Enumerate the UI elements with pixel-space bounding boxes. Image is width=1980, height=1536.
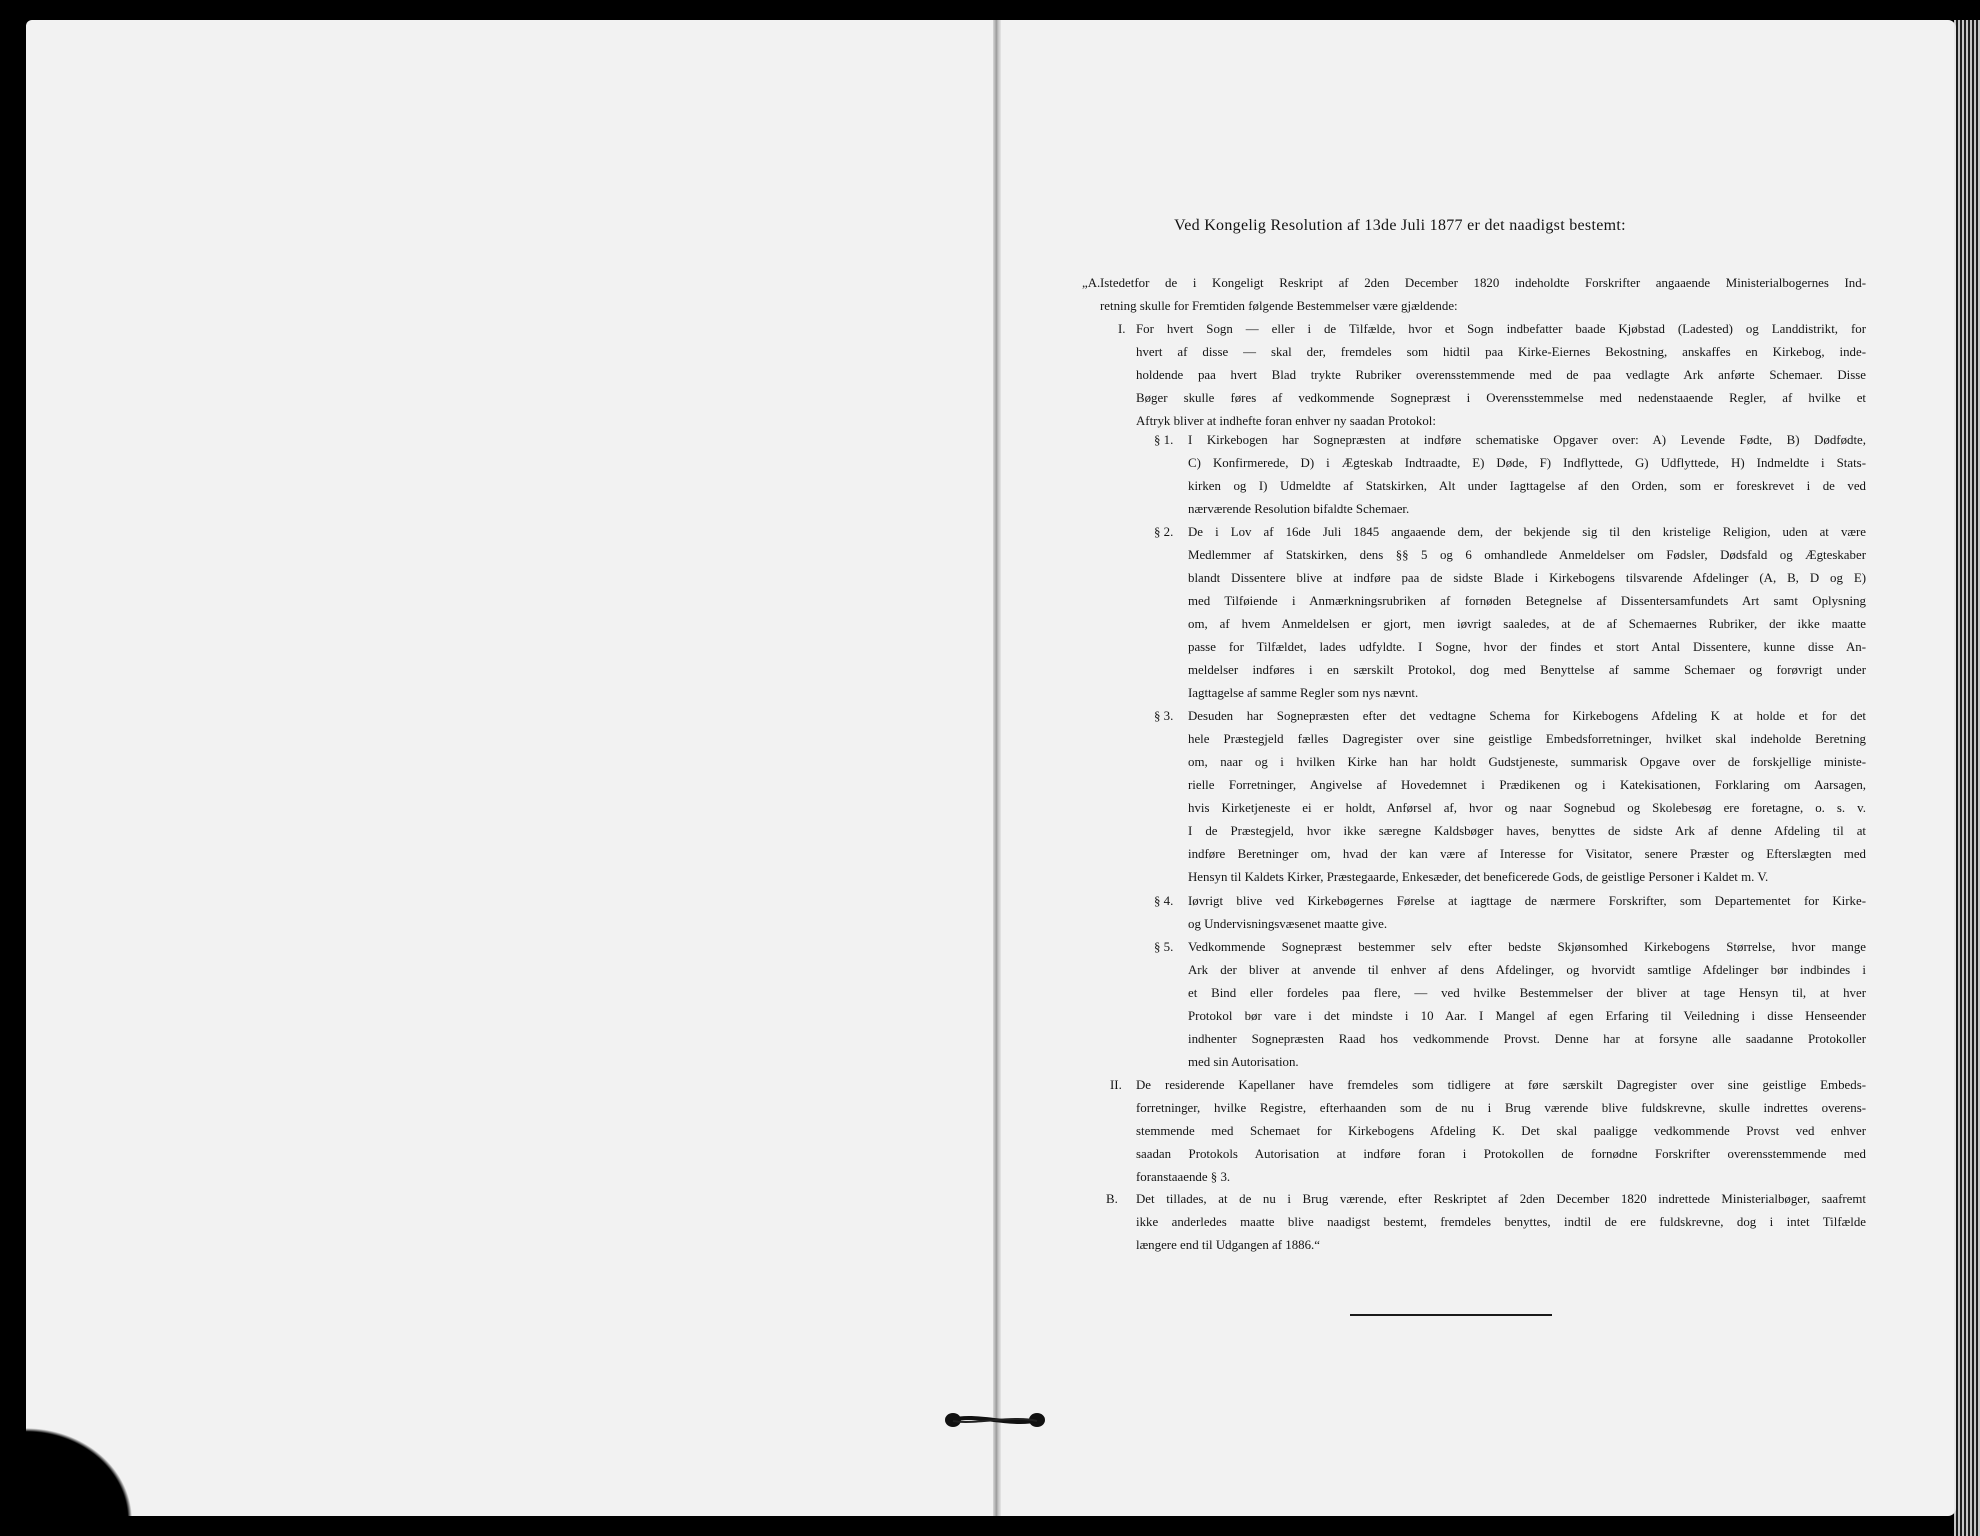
text-line: rielle Forretninger, Angivelse af Hovedemnet i Prædikenen og i Katekisationen, Forklaring om Aarsagen, bbox=[1188, 778, 1866, 793]
section-marker: II. bbox=[1110, 1078, 1122, 1092]
text-line: Desuden har Sognepræsten efter det vedtagne Schema for Kirkebogens Afdeling K at holde et for det bbox=[1188, 709, 1866, 723]
text-line: meldelser indføres i en særskilt Protokol, dog med Benyttelse af samme Schemaer og forøvrigt under bbox=[1188, 663, 1866, 678]
section-marker: B. bbox=[1106, 1192, 1118, 1206]
text-line: Bøger skulle føres af vedkommende Sognepræst i Overensstemmelse med nedenstaaende Regler, af hvilke et bbox=[1136, 391, 1866, 406]
text-line: saadan Protokols Autorisation at indføre foran i Protokollen de fornødne Forskrifter overensstemmende med bbox=[1136, 1147, 1866, 1162]
text-line: med Tilføiende i Anmærkningsrubriken af fornøden Betegnelse af Dissentersamfundets Art samt Oplysning bbox=[1188, 594, 1866, 609]
text-line: Vedkommende Sognepræst bestemmer selv efter bedste Skjønsomhed Kirkebogens Størrelse, hvor mange bbox=[1188, 940, 1866, 954]
text-line: For hvert Sogn — eller i de Tilfælde, hvor et Sogn indbefatter baade Kjøbstad (Ladested) og Landdistrikt, for bbox=[1136, 322, 1866, 336]
section-marker: § 3. bbox=[1154, 709, 1174, 723]
text-line: Det tillades, at de nu i Brug værende, efter Reskriptet af 2den December 1820 indrettede Ministerialbøger, saafremt bbox=[1136, 1192, 1866, 1206]
text-line: holdende paa hvert Blad trykte Rubriker overensstemmende med de paa vedlagte Ark anførte Schemaer. Disse bbox=[1136, 368, 1866, 383]
text-line: og Undervisningsvæsenet maatte give. bbox=[1188, 917, 1388, 932]
text-line: ikke anderledes maatte blive naadigst bestemt, fremdeles benyttes, indtil de ere fuldskrevne, dog i intet Tilfælde bbox=[1136, 1215, 1866, 1230]
text-line: forretninger, hvilke Registre, efterhaanden som de nu i Brug værende blive fuldskrevne, skulle indrettes overens- bbox=[1136, 1101, 1866, 1116]
text-line: Protokol bør vare i det mindste i 10 Aar. I Mangel af egen Erfaring til Veiledning i disse Henseender bbox=[1188, 1009, 1866, 1024]
section-marker: § 5. bbox=[1154, 940, 1174, 954]
text-line: blandt Dissentere blive at indføre paa de sidste Blade i Kirkebogens tilsvarende Afdelinger (A, B, D og E) bbox=[1188, 571, 1866, 586]
text-line: De residerende Kapellaner have fremdeles som tidligere at føre særskilt Dagregister over sine geistlige Embeds- bbox=[1136, 1078, 1866, 1092]
text-line: om, naar og i hvilken Kirke han har holdt Gudstjeneste, summarisk Opgave over de forskjellige ministe- bbox=[1188, 755, 1866, 770]
text-line: hvis Kirketjeneste ei er holdt, Anførsel af, hvor og naar Sognebud og Skolebesøg ere foretagne, o. s. v. bbox=[1188, 801, 1866, 816]
text-line: et Bind eller fordeles paa flere, — ved hvilke Bestemmelser der bliver at tage Hensyn til, at hver bbox=[1188, 986, 1866, 1001]
text-line: Aftryk bliver at indhefte foran enhver ny saadan Protokol: bbox=[1136, 414, 1436, 429]
text-line: De i Lov af 16de Juli 1845 angaaende dem, der bekjende sig til den kristelige Religion, uden at være bbox=[1188, 525, 1866, 539]
resolution-heading: Ved Kongelig Resolution af 13de Juli 1877 er det naadigst bestemt: bbox=[1174, 217, 1626, 234]
closing-rule bbox=[1350, 1314, 1552, 1316]
text-line: Hensyn til Kaldets Kirker, Præstegaarde, Enkesæder, det beneficerede Gods, de geistlige Personer i Kaldet m. V. bbox=[1188, 870, 1769, 885]
text-line: Medlemmer af Statskirken, dens §§ 5 og 6 omhandlede Anmeldelser om Fødsler, Dødsfald og Ægteskaber bbox=[1188, 548, 1866, 563]
text-line: nærværende Resolution bifaldte Schemaer. bbox=[1188, 502, 1410, 517]
text-line: med sin Autorisation. bbox=[1188, 1055, 1299, 1070]
text-line: hele Præstegjeld fælles Dagregister over sine geistlige Embedsforretninger, hvilket skal indeholde Beretning bbox=[1188, 732, 1866, 747]
text-line: passe for Tilfældet, lades udfyldte. I Sogne, hvor der findes et stort Antal Dissentere, kunne disse An- bbox=[1188, 640, 1866, 655]
text-line: indføre Beretninger om, hvad der kan være af Interesse for Visitator, senere Præster og Efterslægten med bbox=[1188, 847, 1866, 862]
section-marker: § 1. bbox=[1154, 433, 1174, 447]
text-line: Iøvrigt blive ved Kirkebøgernes Førelse at iagttage de nærmere Forskrifter, som Departementet for Kirke- bbox=[1188, 894, 1866, 908]
text-line: kirken og I) Udmeldte af Statskirken, Alt under Iagttagelse af den Orden, som er foreskrevet i de ved bbox=[1188, 479, 1866, 494]
text-line: foranstaaende § 3. bbox=[1136, 1170, 1231, 1185]
text-line: Istedetfor de i Kongeligt Reskript af 2den December 1820 indeholdte Forskrifter angaaende Ministerialbogernes Ind- bbox=[1100, 276, 1866, 290]
text-line: C) Konfirmerede, D) i Ægteskab Indtraadte, E) Døde, F) Indflyttede, G) Udflyttede, H) Indmeldte i Stats- bbox=[1188, 456, 1866, 471]
section-marker: § 2. bbox=[1154, 525, 1174, 539]
text-line: indhenter Sognepræsten Raad hos vedkommende Provst. Denne har at forsyne alle saadanne Protokoller bbox=[1188, 1032, 1866, 1047]
text-line: Iagttagelse af samme Regler som nys nævnt. bbox=[1188, 686, 1419, 701]
text-line: I de Præstegjeld, hvor ikke særegne Kaldsbøger haves, benyttes de sidste Ark af denne Afdeling til at bbox=[1188, 824, 1866, 839]
text-line: hvert af disse — skal der, fremdeles som hidtil paa Kirke-Eiernes Bekostning, anskaffes en Kirkebog, inde- bbox=[1136, 345, 1866, 360]
text-line: længere end til Udgangen af 1886.“ bbox=[1136, 1238, 1320, 1253]
text-line: retning skulle for Fremtiden følgende Bestemmelser være gjældende: bbox=[1100, 299, 1458, 314]
text-line: stemmende med Schemaet for Kirkebogens Afdeling K. Det skal paaligge vedkommende Provst ved enhver bbox=[1136, 1124, 1866, 1139]
section-marker: „A. bbox=[1082, 276, 1101, 290]
text-line: om, af hvem Anmeldelsen er gjort, men iøvrigt saaledes, at de af Schemaernes Rubriker, der ikke maatte bbox=[1188, 617, 1866, 632]
section-marker: § 4. bbox=[1154, 894, 1174, 908]
section-marker: I. bbox=[1118, 322, 1126, 336]
text-line: Ark der bliver at anvende til enhver af dens Afdelinger, og hvorvidt samtlige Afdelinger bør indbindes i bbox=[1188, 963, 1866, 978]
text-line: I Kirkebogen har Sognepræsten at indføre schematiske Opgaver over: A) Levende Fødte, B) Dødfødte, bbox=[1188, 433, 1866, 447]
